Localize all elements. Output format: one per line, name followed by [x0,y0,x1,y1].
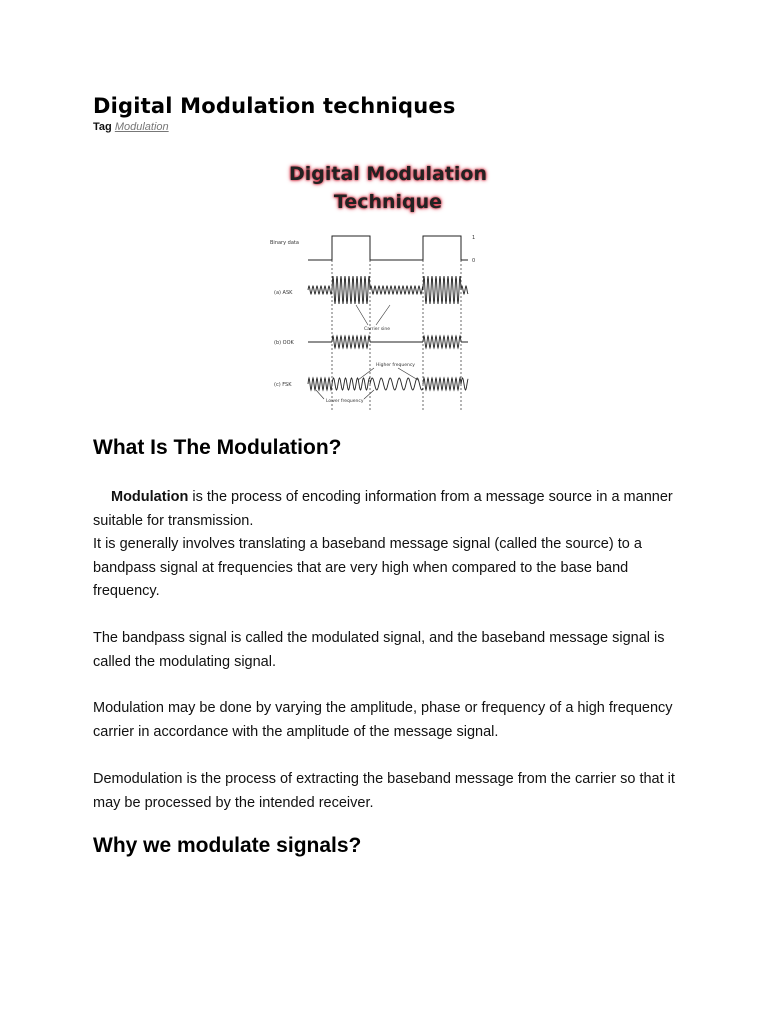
tag-link-modulation[interactable]: Modulation [114,121,169,133]
paragraph-definition [93,486,693,604]
bold-term-modulation: Modulation [111,489,189,505]
arrow-line [356,305,368,325]
document-page [93,94,683,857]
binary-zero-label: 0 [472,258,476,264]
figure-title [268,160,508,216]
arrow-line [364,390,374,399]
arrow-line [376,305,390,325]
higher-frequency-label: Higher frequency [376,363,415,368]
paragraph-amplitude: Modulation may be done by varying the amplitude, phase or frequency of a high frequency carrier in accordance with the amplitude of the message signal. [93,700,673,740]
ask-label: (a) ASK [274,290,293,296]
modulation-waveform-diagram [268,230,508,420]
binary-data-waveform [308,236,468,260]
figure-title-line1: Digital Modulation [288,163,488,185]
paragraph-bandpass: The bandpass signal is called the modulated signal, and the baseband message signal is called the modulating signal. [93,630,665,670]
paragraph-demodulation: Demodulation is the process of extracting the baseband message from the carrier so that it may be processed by the intended receiver. [93,771,675,811]
tag-line [93,121,683,133]
heading-what-is-modulation: What Is The Modulation? [93,436,342,459]
figure-title-line2: Technique [333,191,443,213]
paragraph-definition-text: is the process of encoding information from a message source in a manner suitable for transmission. [93,489,673,529]
lower-frequency-label: Lower frequency [326,399,364,404]
heading-why-modulate: Why we modulate signals? [93,834,362,857]
fsk-label: (c) FSK [274,382,292,388]
arrow-line [316,390,324,399]
binary-data-label: Binary data [270,240,299,246]
page-title: Digital Modulation techniques [93,94,456,118]
ook-label: (b) OOK [274,340,294,346]
binary-one-label: 1 [472,235,476,241]
carrier-sine-label: Carrier sine [364,327,391,332]
tag-label: Tag [93,121,112,133]
modulation-figure [268,160,508,420]
paragraph-baseband-text: It is generally involves translating a baseband message signal (called the source) to a bandpass signal at frequencies that are very high when compared to the base band frequency. [93,536,642,599]
